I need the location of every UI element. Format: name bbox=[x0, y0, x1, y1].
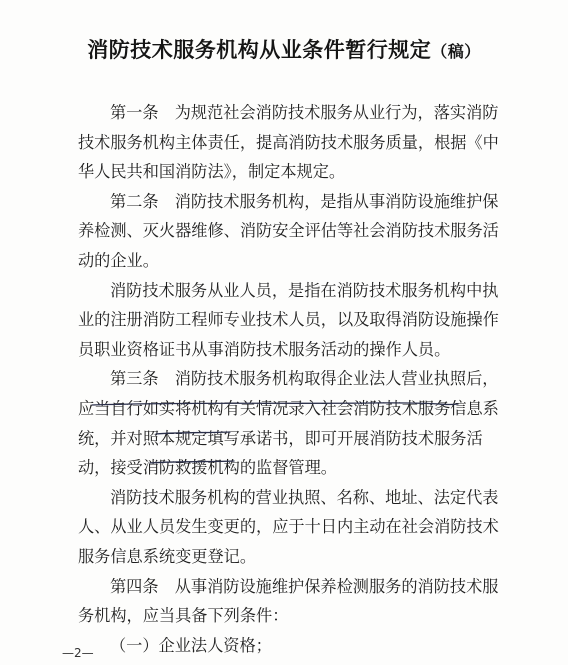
paragraph-article-1: 第一条 为规范社会消防技术服务从业行为，落实消防技术服务机构主体责任，提高消防技术服务质量，根据《中华人民共和国消防法》，制定本规定。 bbox=[78, 103, 499, 182]
document-title bbox=[0, 34, 568, 64]
title-draft-suffix: （稿） bbox=[431, 42, 481, 61]
paragraph-article-3-change: 消防技术服务机构的营业执照、名称、地址、法定代表人、从业人员发生变更的，应于十日内主动在社会消防技术服务信息系统变更登记。 bbox=[78, 487, 499, 566]
title-text: 消防技术服务机构从业条件暂行规定 bbox=[87, 38, 432, 62]
page-number: —2— bbox=[62, 646, 94, 660]
paragraph-article-3: 第三条 消防技术服务机构取得企业法人营业执照后，应当自行如实将机构有关情况录入社会消防技术服务信息系统，并对照本规定填写承诺书，即可开展消防技术服务活动，接受消防救援机构的监督管理。 bbox=[78, 369, 499, 478]
paragraph-article-4: 第四条 从事消防设施维护保养检测服务的消防技术服务机构，应当具备下列条件： bbox=[78, 576, 499, 626]
paragraph-article-2-personnel: 消防技术服务从业人员，是指在消防技术服务机构中执业的注册消防工程师专业技术人员，以及取得消防设施操作员职业资格证书从事消防技术服务活动的操作人员。 bbox=[78, 280, 499, 359]
paragraph-article-2: 第二条 消防技术服务机构，是指从事消防设施维护保养检测、灭火器维修、消防安全评估等社会消防技术服务活动的企业。 bbox=[78, 191, 499, 270]
document-body bbox=[78, 98, 510, 660]
paragraph-article-4-item-1: （一）企业法人资格； bbox=[110, 635, 272, 655]
